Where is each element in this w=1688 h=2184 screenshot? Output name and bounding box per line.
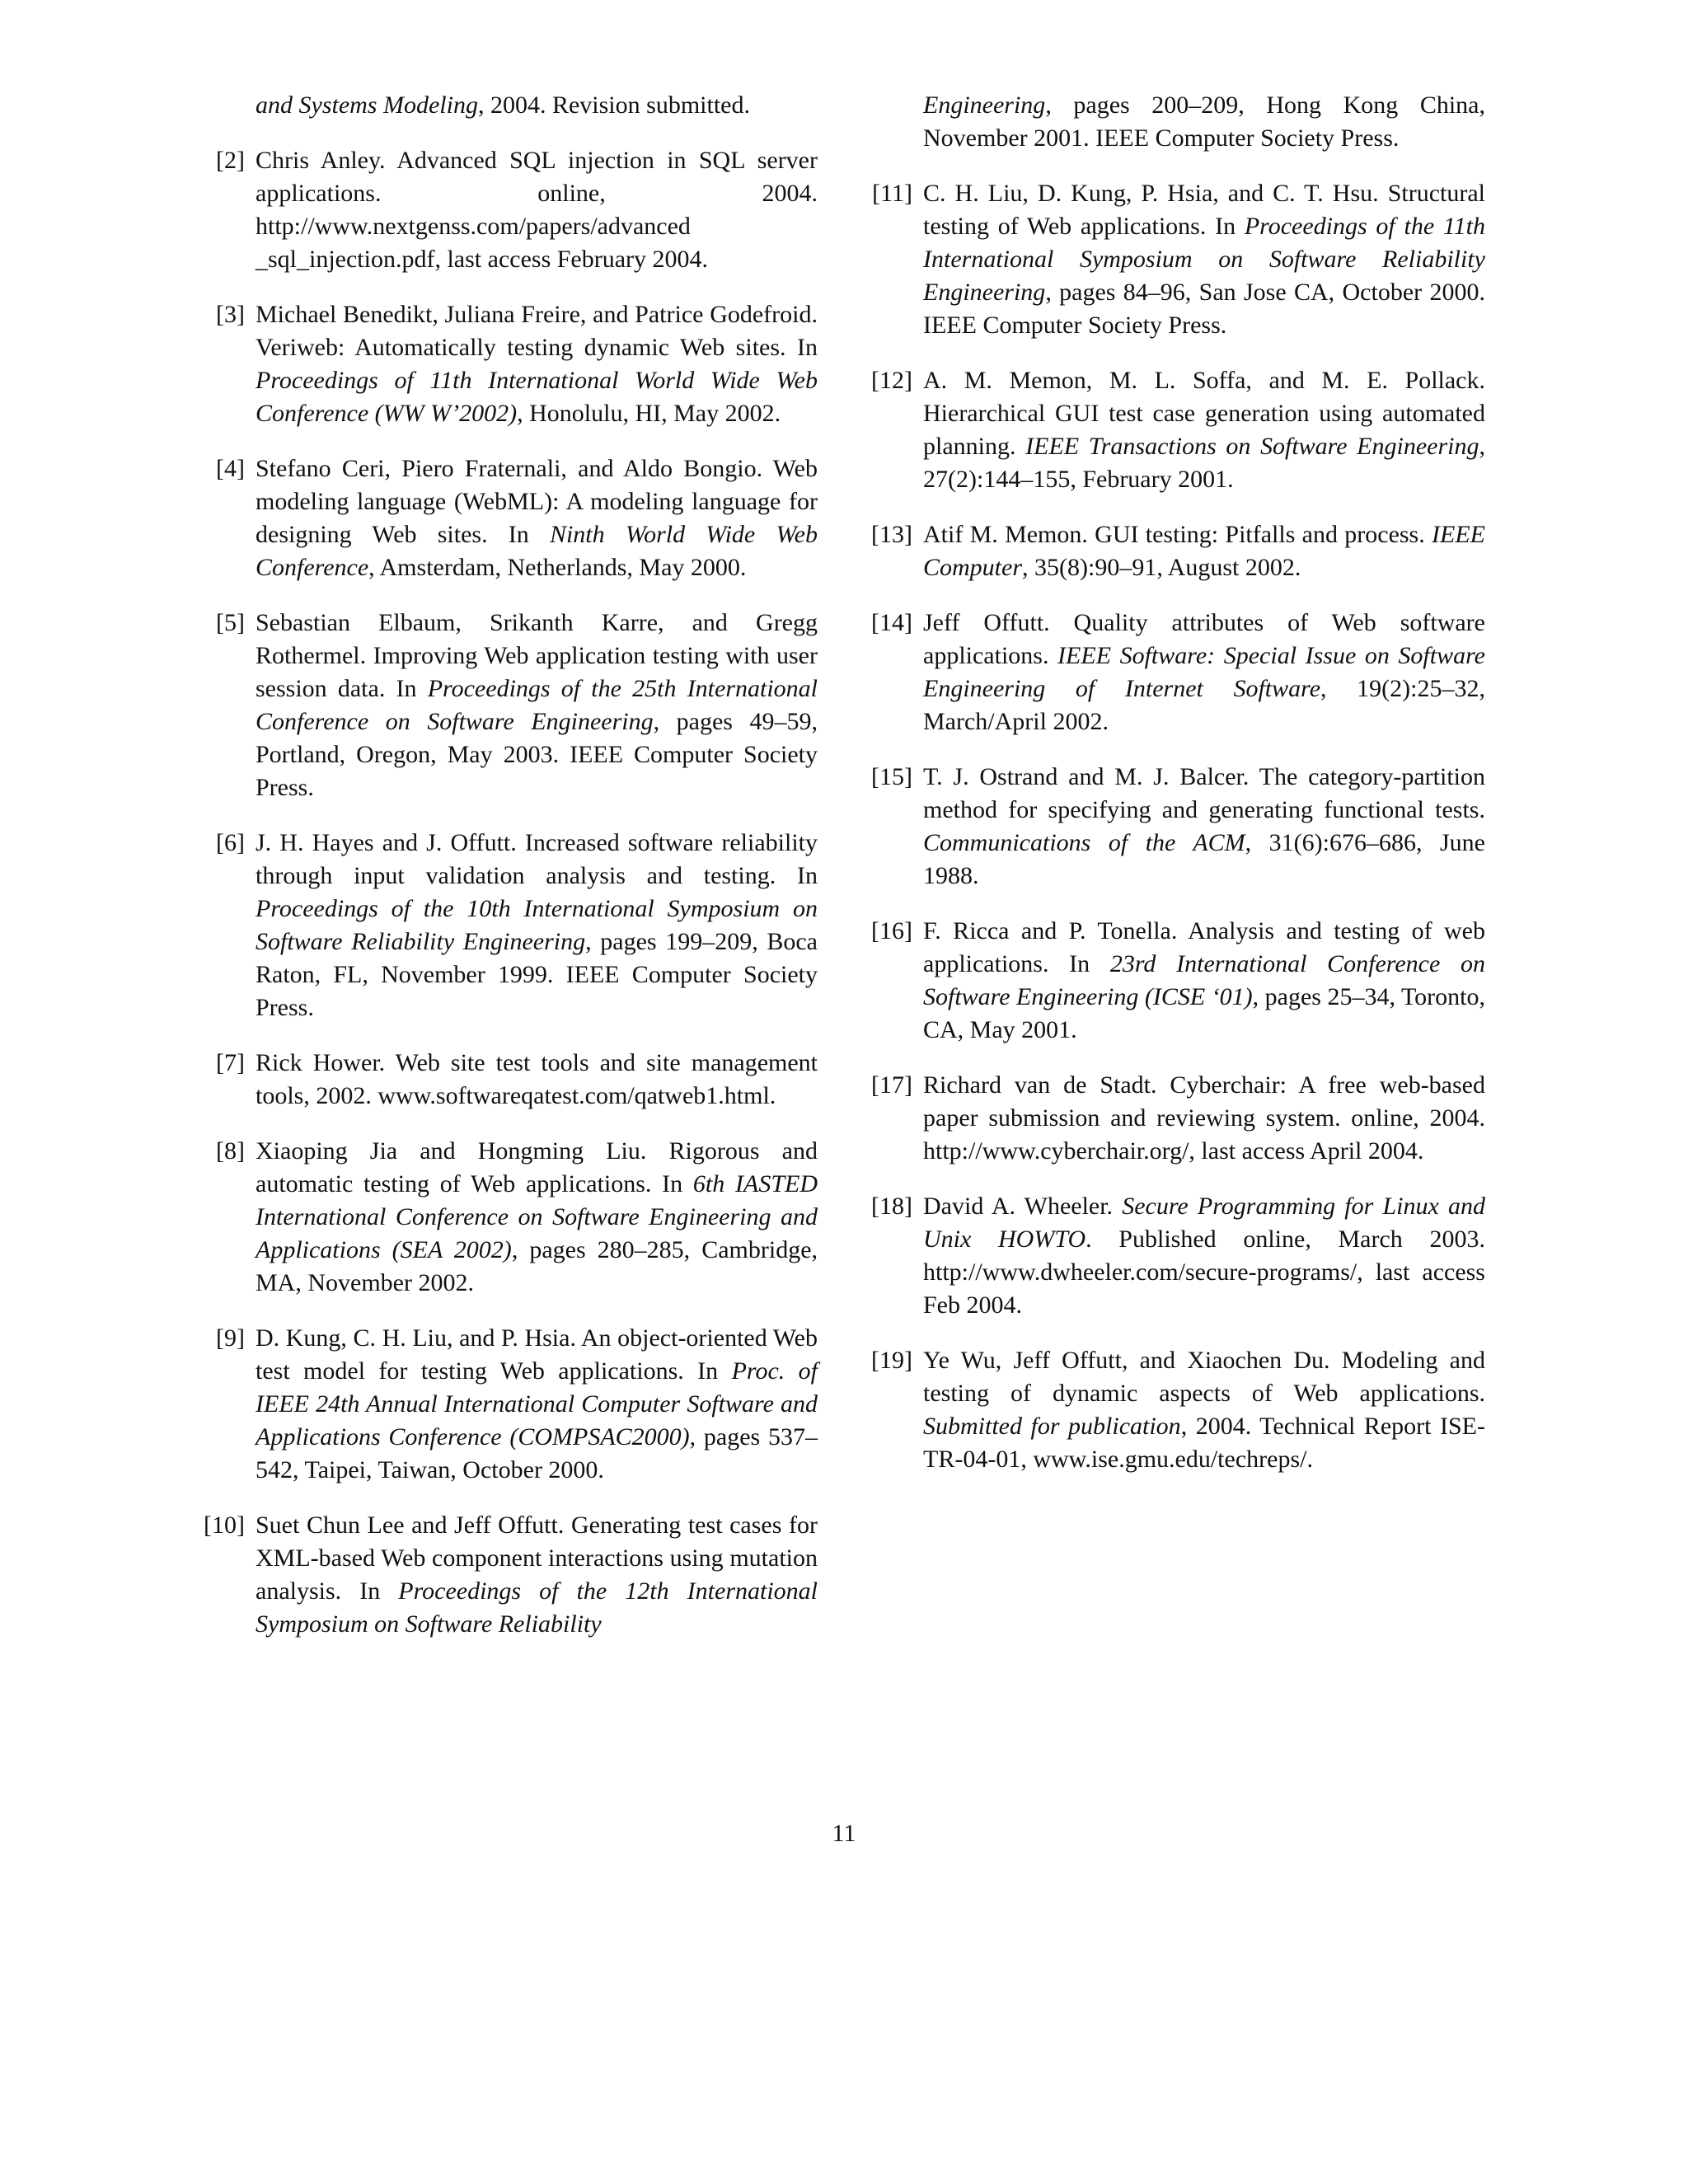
reference-italic-segment: Proceedings of the 12th International Symposium on Software Reliability bbox=[256, 1577, 818, 1638]
reference-text bbox=[923, 609, 1485, 735]
reference-segment: , pages 25–34, Toronto, CA, May 2001. bbox=[923, 983, 1485, 1043]
reference-segment: , pages 537–542, Taipei, Taiwan, October 2000. bbox=[256, 1423, 818, 1483]
reference-number: [3] bbox=[216, 301, 245, 328]
reference-number: [13] bbox=[871, 521, 912, 548]
reference-segment: , 19(2):25–32, March/April 2002. bbox=[923, 675, 1485, 735]
reference-number: [6] bbox=[216, 829, 245, 856]
reference-italic-segment: Ninth World Wide Web Conference bbox=[256, 521, 818, 581]
reference-segment: , pages 49–59, Portland, Oregon, May 2003. IEEE Computer Society Press. bbox=[256, 708, 818, 801]
reference-text bbox=[256, 91, 750, 119]
reference-number: [7] bbox=[216, 1049, 245, 1076]
reference-italic-segment: IEEE Software: Special Issue on Software Engineering of Internet Software bbox=[923, 642, 1485, 702]
reference-segment: , pages 280–285, Cambridge, MA, November 2002. bbox=[256, 1236, 818, 1296]
reference-italic-segment: Engineering bbox=[923, 91, 1046, 119]
reference-item bbox=[195, 1135, 818, 1300]
reference-italic-segment: Proc. of IEEE 24th Annual International Computer Software and Applications Conference (COMPSAC2000) bbox=[256, 1357, 818, 1451]
reference-text bbox=[923, 367, 1485, 493]
reference-text bbox=[256, 1324, 818, 1483]
reference-number: [16] bbox=[871, 917, 912, 944]
reference-segment: , 2004. Revision submitted. bbox=[477, 91, 750, 119]
page-number: 11 bbox=[832, 1820, 856, 1847]
reference-item bbox=[863, 364, 1485, 496]
reference-italic-segment: and Systems Modeling bbox=[256, 91, 478, 119]
reference-italic-segment: Proceedings of the 11th International Symposium on Software Reliability Engineering bbox=[923, 213, 1486, 306]
reference-text bbox=[923, 763, 1485, 889]
reference-segment: D. Kung, C. H. Liu, and P. Hsia. An object-oriented Web test model for testing Web applications. In bbox=[256, 1324, 818, 1385]
reference-number: [11] bbox=[872, 180, 912, 207]
reference-segment: Sebastian Elbaum, Srikanth Karre, and Gregg Rothermel. Improving Web application testing with user session data. In bbox=[256, 609, 818, 702]
reference-number: [17] bbox=[871, 1071, 912, 1099]
reference-text bbox=[923, 917, 1485, 1043]
reference-number: [8] bbox=[216, 1137, 245, 1165]
references-right-column bbox=[863, 89, 1485, 1498]
reference-italic-segment: 6th IASTED International Conference on Software Engineering and Applications (SEA 2002) bbox=[256, 1170, 818, 1263]
reference-segment: David A. Wheeler. bbox=[923, 1193, 1123, 1220]
reference-segment: Michael Benedikt, Juliana Freire, and Patrice Godefroid. Veriweb: Automatically testing dynamic Web sites. In bbox=[256, 301, 818, 361]
reference-item bbox=[195, 298, 818, 430]
reference-segment: Suet Chun Lee and Jeff Offutt. Generating test cases for XML-based Web component interactions using mutation analysis. In bbox=[256, 1511, 818, 1605]
reference-item bbox=[863, 761, 1485, 893]
reference-segment: T. J. Ostrand and M. J. Balcer. The category-partition method for specifying and generating functional tests. bbox=[923, 763, 1485, 823]
reference-continuation bbox=[863, 89, 1485, 155]
reference-item bbox=[863, 177, 1485, 342]
reference-item bbox=[863, 1069, 1485, 1168]
reference-item bbox=[863, 1344, 1485, 1476]
reference-item bbox=[863, 915, 1485, 1047]
reference-segment: . Published online, March 2003. http://www.dwheeler.com/secure-programs/, last access Feb 2004. bbox=[923, 1226, 1485, 1319]
reference-segment: Ye Wu, Jeff Offutt, and Xiaochen Du. Modeling and testing of dynamic aspects of Web applications. bbox=[923, 1347, 1485, 1407]
reference-text bbox=[256, 455, 818, 581]
reference-item bbox=[195, 827, 818, 1024]
reference-segment: , 35(8):90–91, August 2002. bbox=[1022, 554, 1301, 581]
reference-number: [12] bbox=[871, 367, 912, 394]
reference-text bbox=[923, 91, 1485, 152]
reference-italic-segment: Communications of the ACM bbox=[923, 829, 1245, 856]
reference-text bbox=[256, 147, 818, 273]
reference-segment: C. H. Liu, D. Kung, P. Hsia, and C. T. Hsu. Structural testing of Web applications. In bbox=[923, 180, 1485, 240]
reference-segment: Rick Hower. Web site test tools and site management tools, 2002. www.softwareqatest.com/qatweb1.html. bbox=[256, 1049, 818, 1109]
reference-text bbox=[923, 521, 1485, 581]
reference-italic-segment: Proceedings of the 25th International Conference on Software Engineering bbox=[256, 675, 818, 735]
reference-segment: , pages 200–209, Hong Kong China, November 2001. IEEE Computer Society Press. bbox=[923, 91, 1485, 152]
reference-continuation bbox=[195, 89, 818, 122]
reference-text bbox=[256, 1137, 818, 1296]
reference-number: [2] bbox=[216, 147, 245, 174]
reference-segment: Chris Anley. Advanced SQL injection in SQL server applications. online, 2004. http://www.nextgenss.com/papers/advanced _sql_injection.pdf, last access February 2004. bbox=[256, 147, 818, 273]
reference-segment: Xiaoping Jia and Hongming Liu. Rigorous and automatic testing of Web applications. In bbox=[256, 1137, 818, 1197]
reference-text bbox=[256, 301, 818, 427]
reference-text bbox=[923, 1071, 1485, 1165]
reference-italic-segment: Proceedings of 11th International World Wide Web Conference (WW W’2002) bbox=[256, 367, 818, 427]
reference-number: [4] bbox=[216, 455, 245, 482]
reference-segment: , 2004. Technical Report ISE-TR-04-01, www.ise.gmu.edu/techreps/. bbox=[923, 1413, 1486, 1473]
reference-text bbox=[923, 1347, 1485, 1473]
reference-text bbox=[923, 1193, 1485, 1319]
references-left-column bbox=[195, 89, 818, 1663]
reference-item bbox=[195, 607, 818, 804]
reference-italic-segment: 23rd International Conference on Software Engineering (ICSE ‘01) bbox=[923, 950, 1485, 1010]
reference-text bbox=[256, 1049, 818, 1109]
reference-item bbox=[195, 452, 818, 584]
reference-segment: F. Ricca and P. Tonella. Analysis and testing of web applications. In bbox=[923, 917, 1485, 977]
reference-item bbox=[195, 144, 818, 276]
reference-text bbox=[256, 829, 818, 1021]
reference-italic-segment: Secure Programming for Linux and Unix HOWTO bbox=[923, 1193, 1485, 1253]
reference-segment: Stefano Ceri, Piero Fraternali, and Aldo Bongio. Web modeling language (WebML): A modeling language for designing Web sites. In bbox=[256, 455, 818, 548]
reference-text bbox=[256, 1511, 818, 1638]
reference-segment: A. M. Memon, M. L. Soffa, and M. E. Pollack. Hierarchical GUI test case generation using automated planning. bbox=[923, 367, 1485, 460]
reference-item bbox=[195, 1322, 818, 1487]
reference-text bbox=[256, 609, 818, 801]
reference-number: [15] bbox=[871, 763, 912, 790]
reference-segment: , pages 199–209, Boca Raton, FL, November 1999. IEEE Computer Society Press. bbox=[256, 928, 818, 1021]
reference-segment: , Amsterdam, Netherlands, May 2000. bbox=[368, 554, 747, 581]
reference-segment: Atif M. Memon. GUI testing: Pitfalls and process. bbox=[923, 521, 1432, 548]
reference-italic-segment: Submitted for publication bbox=[923, 1413, 1181, 1440]
reference-italic-segment: IEEE Computer bbox=[923, 521, 1485, 581]
reference-item bbox=[863, 1190, 1485, 1322]
reference-segment: , Honolulu, HI, May 2002. bbox=[517, 400, 781, 427]
reference-segment: , 31(6):676–686, June 1988. bbox=[923, 829, 1485, 889]
reference-item bbox=[863, 607, 1485, 738]
reference-segment: , 27(2):144–155, February 2001. bbox=[923, 433, 1485, 493]
reference-number: [18] bbox=[871, 1193, 912, 1220]
reference-number: [19] bbox=[871, 1347, 912, 1374]
reference-number: [14] bbox=[871, 609, 912, 636]
reference-item bbox=[195, 1509, 818, 1641]
reference-segment: J. H. Hayes and J. Offutt. Increased software reliability through input validation analysis and testing. In bbox=[256, 829, 818, 889]
reference-segment: Richard van de Stadt. Cyberchair: A free web-based paper submission and reviewing system. online, 2004. http://www.cyberchair.org/, last access April 2004. bbox=[923, 1071, 1485, 1165]
reference-italic-segment: IEEE Transactions on Software Engineering bbox=[1025, 433, 1479, 460]
reference-text bbox=[923, 180, 1485, 339]
reference-item bbox=[863, 518, 1485, 584]
reference-segment: , pages 84–96, San Jose CA, October 2000. IEEE Computer Society Press. bbox=[923, 279, 1485, 339]
reference-italic-segment: Proceedings of the 10th International Symposium on Software Reliability Engineering bbox=[256, 895, 818, 955]
reference-number: [9] bbox=[216, 1324, 245, 1352]
reference-segment: Jeff Offutt. Quality attributes of Web software applications. bbox=[923, 609, 1485, 669]
reference-number: [5] bbox=[216, 609, 245, 636]
reference-number: [10] bbox=[204, 1511, 245, 1539]
reference-item bbox=[195, 1047, 818, 1113]
